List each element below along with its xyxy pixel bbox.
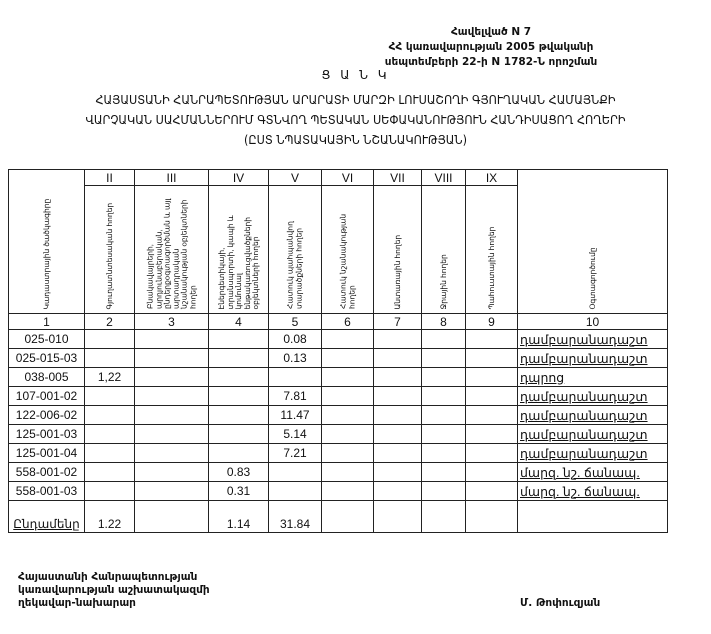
cell-cadastral-code: 025-010 [9, 330, 85, 349]
col-num: 5 [269, 314, 322, 330]
cell-cadastral-code: 125-001-04 [9, 444, 85, 463]
cell-water [422, 463, 466, 482]
cell-forest [374, 349, 422, 368]
cell-energy: 0.83 [209, 463, 269, 482]
cell-protected: 11.47 [269, 406, 322, 425]
roman-3: III [135, 170, 209, 186]
header-text: Անտառային հողեր [392, 234, 402, 309]
table-row [9, 444, 668, 463]
cell-water [422, 349, 466, 368]
header-settlements-industrial [135, 186, 209, 314]
total-protected: 31.84 [269, 501, 322, 533]
cell-energy [209, 444, 269, 463]
table-row [9, 463, 668, 482]
cell-protected [269, 368, 322, 387]
cell-settlements [135, 387, 209, 406]
cell-energy [209, 330, 269, 349]
col-num: 9 [466, 314, 518, 330]
signatory-line-1: Հայաստանի Հանրապետության [18, 571, 198, 583]
header-forest [374, 186, 422, 314]
cell-cadastral-code: 038-005 [9, 368, 85, 387]
cell-reserve [466, 368, 518, 387]
table-row [9, 349, 668, 368]
cell-settlements [135, 444, 209, 463]
title-line-3: (ԸՍՏ ՆՊԱՏԱԿԱՅԻՆ ՆՇԱՆԱԿՈՒԹՅԱՆ) [243, 132, 467, 147]
cell-protected: 7.81 [269, 387, 322, 406]
header-text: Հատուկ պահպանվող տարածքների հողեր [285, 221, 303, 309]
cell-forest [374, 482, 422, 501]
cell-cadastral-code: 122-006-02 [9, 406, 85, 425]
land-table [8, 169, 668, 533]
cell-settlements [135, 463, 209, 482]
annex-number: Հավելված N 7 [450, 26, 532, 38]
roman-4: IV [209, 170, 269, 186]
cell-protected: 0.13 [269, 349, 322, 368]
header-agricultural [85, 186, 135, 314]
cell-agricultural [85, 387, 135, 406]
cell-settlements [135, 368, 209, 387]
cell-water [422, 330, 466, 349]
cell-energy [209, 387, 269, 406]
cell-usage: դամբարանադաշտ [518, 444, 668, 463]
cell-agricultural [85, 406, 135, 425]
cell-reserve [466, 406, 518, 425]
cell-water [422, 368, 466, 387]
table-row [9, 387, 668, 406]
cell-reserve [466, 330, 518, 349]
total-energy: 1.14 [209, 501, 269, 533]
cell-agricultural [85, 444, 135, 463]
annex-date: սեպտեմբերի 22-ի N 1782-Ն որոշման [384, 56, 598, 68]
col-num: 10 [518, 314, 668, 330]
total-water [422, 501, 466, 533]
cell-forest [374, 387, 422, 406]
cell-special [322, 368, 374, 387]
header-energy-transport [209, 186, 269, 314]
cell-reserve [466, 387, 518, 406]
total-label: Ընդամենը [9, 501, 85, 533]
cell-reserve [466, 425, 518, 444]
header-text: Հատուկ նշանակության հողեր [338, 213, 356, 309]
roman-2: II [85, 170, 135, 186]
title-line-2: ՎԱՐՉԱԿԱՆ ՍԱՀՄԱՆՆԵՐՈՒՄ ԳՏՆՎՈՂ ՊԵՏԱԿԱՆ ՍԵՓԱԿԱՆՈՒԹՅՈՒՆ ՀԱՆԴԻՍԱՑՈՂ ՀՈՂԵՐԻ [85, 112, 626, 127]
cell-energy [209, 406, 269, 425]
col-num: 8 [422, 314, 466, 330]
cell-cadastral-code: 125-001-03 [9, 425, 85, 444]
cell-cadastral-code: 107-001-02 [9, 387, 85, 406]
cell-agricultural: 1,22 [85, 368, 135, 387]
cell-protected: 7.21 [269, 444, 322, 463]
total-special [322, 501, 374, 533]
cell-settlements [135, 349, 209, 368]
cell-cadastral-code: 558-001-03 [9, 482, 85, 501]
header-special-purpose [322, 186, 374, 314]
col-num: 2 [85, 314, 135, 330]
header-water [422, 186, 466, 314]
cell-settlements [135, 425, 209, 444]
signatory-name: Մ. Թոփուզյան [520, 597, 601, 609]
cell-water [422, 425, 466, 444]
header-protected [269, 186, 322, 314]
cell-water [422, 444, 466, 463]
cell-energy [209, 349, 269, 368]
cell-forest [374, 463, 422, 482]
total-settlements [135, 501, 209, 533]
annex-header [341, 25, 641, 70]
roman-5: V [269, 170, 322, 186]
cell-energy: 0.31 [209, 482, 269, 501]
cell-water [422, 406, 466, 425]
cell-special [322, 387, 374, 406]
signatory-line-3: ղեկավար-նախարար [18, 597, 136, 609]
col-num: 4 [209, 314, 269, 330]
total-reserve [466, 501, 518, 533]
title-line-1: ՀԱՅԱՍՏԱՆԻ ՀԱՆՐԱՊԵՏՈՒԹՅԱՆ ԱՐԱՐԱՏԻ ՄԱՐԶԻ ԼՈՒՍԱՇՈՂԻ ԳՅՈՒՂԱԿԱՆ ՀԱՄԱՅՆՔԻ [95, 92, 616, 107]
table-row [9, 330, 668, 349]
cell-agricultural [85, 330, 135, 349]
col-num: 3 [135, 314, 209, 330]
cell-protected [269, 463, 322, 482]
header-text: Կադաստրային ծածկագիրը [41, 198, 51, 309]
cell-usage: դպրոց [518, 368, 668, 387]
cell-settlements [135, 482, 209, 501]
cell-forest [374, 368, 422, 387]
cell-cadastral-code: 025-015-03 [9, 349, 85, 368]
roman-8: VIII [422, 170, 466, 186]
cell-agricultural [85, 349, 135, 368]
col-num: 7 [374, 314, 422, 330]
cell-usage: դամբարանադաշտ [518, 349, 668, 368]
cell-agricultural [85, 482, 135, 501]
header-text: Էներգետիկայի, տրանսպորտի, կապի և կոմունալ ենթակառուցվածքների օբյեկտների հողեր [216, 214, 260, 309]
cell-forest [374, 425, 422, 444]
col-num: 1 [9, 314, 85, 330]
signatory-title [18, 571, 210, 610]
cell-energy [209, 368, 269, 387]
cell-special [322, 444, 374, 463]
roman-7: VII [374, 170, 422, 186]
header-reserve [466, 186, 518, 314]
signatory-line-2: կառավարության աշխատակազմի [18, 584, 210, 596]
header-text: Պահուստային հողեր [486, 226, 496, 309]
table-row [9, 425, 668, 444]
cell-protected [269, 482, 322, 501]
cell-usage: մարզ. նշ. ճանապ. [518, 482, 668, 501]
cell-reserve [466, 349, 518, 368]
cell-reserve [466, 444, 518, 463]
header-text: Ջրային հողեր [438, 253, 448, 309]
cell-settlements [135, 330, 209, 349]
col-num: 6 [322, 314, 374, 330]
cell-water [422, 387, 466, 406]
column-number-row [9, 314, 668, 330]
annex-decision: ՀՀ կառավարության 2005 թվականի [388, 41, 594, 53]
roman-header-row [9, 170, 668, 186]
cell-reserve [466, 482, 518, 501]
table-row [9, 482, 668, 501]
cell-usage: դամբարանադաշտ [518, 425, 668, 444]
cell-protected: 0.08 [269, 330, 322, 349]
cell-cadastral-code: 558-001-02 [9, 463, 85, 482]
document-title [0, 90, 711, 150]
cell-special [322, 463, 374, 482]
header-cadastral-code [9, 170, 85, 314]
header-text: Գյուղատնտեսական հողեր [104, 202, 114, 309]
header-usage [518, 170, 668, 314]
roman-6: VI [322, 170, 374, 186]
cell-agricultural [85, 425, 135, 444]
cell-special [322, 349, 374, 368]
total-agricultural: 1.22 [85, 501, 135, 533]
header-text: Օգտագործումը [587, 246, 597, 309]
cell-usage: դամբարանադաշտ [518, 330, 668, 349]
cell-usage: դամբարանադաշտ [518, 406, 668, 425]
list-title: Ց Ա Ն Կ [321, 68, 390, 82]
total-row [9, 501, 668, 533]
cell-forest [374, 444, 422, 463]
cell-forest [374, 406, 422, 425]
table-row [9, 406, 668, 425]
cell-usage: դամբարանադաշտ [518, 387, 668, 406]
cell-reserve [466, 463, 518, 482]
total-usage [518, 501, 668, 533]
cell-protected: 5.14 [269, 425, 322, 444]
cell-forest [374, 330, 422, 349]
header-text: Բնակավայրերի, արդյունաբերական, ընդերքօգտագործման և այլ արտադրական նշանակության օբյեկտների հողեր [145, 198, 197, 309]
cell-special [322, 330, 374, 349]
cell-special [322, 406, 374, 425]
cell-special [322, 482, 374, 501]
cell-special [322, 425, 374, 444]
cell-agricultural [85, 463, 135, 482]
cell-settlements [135, 406, 209, 425]
total-forest [374, 501, 422, 533]
cell-usage: մարզ. նշ. ճանապ. [518, 463, 668, 482]
roman-9: IX [466, 170, 518, 186]
table-row [9, 368, 668, 387]
cell-energy [209, 425, 269, 444]
cell-water [422, 482, 466, 501]
